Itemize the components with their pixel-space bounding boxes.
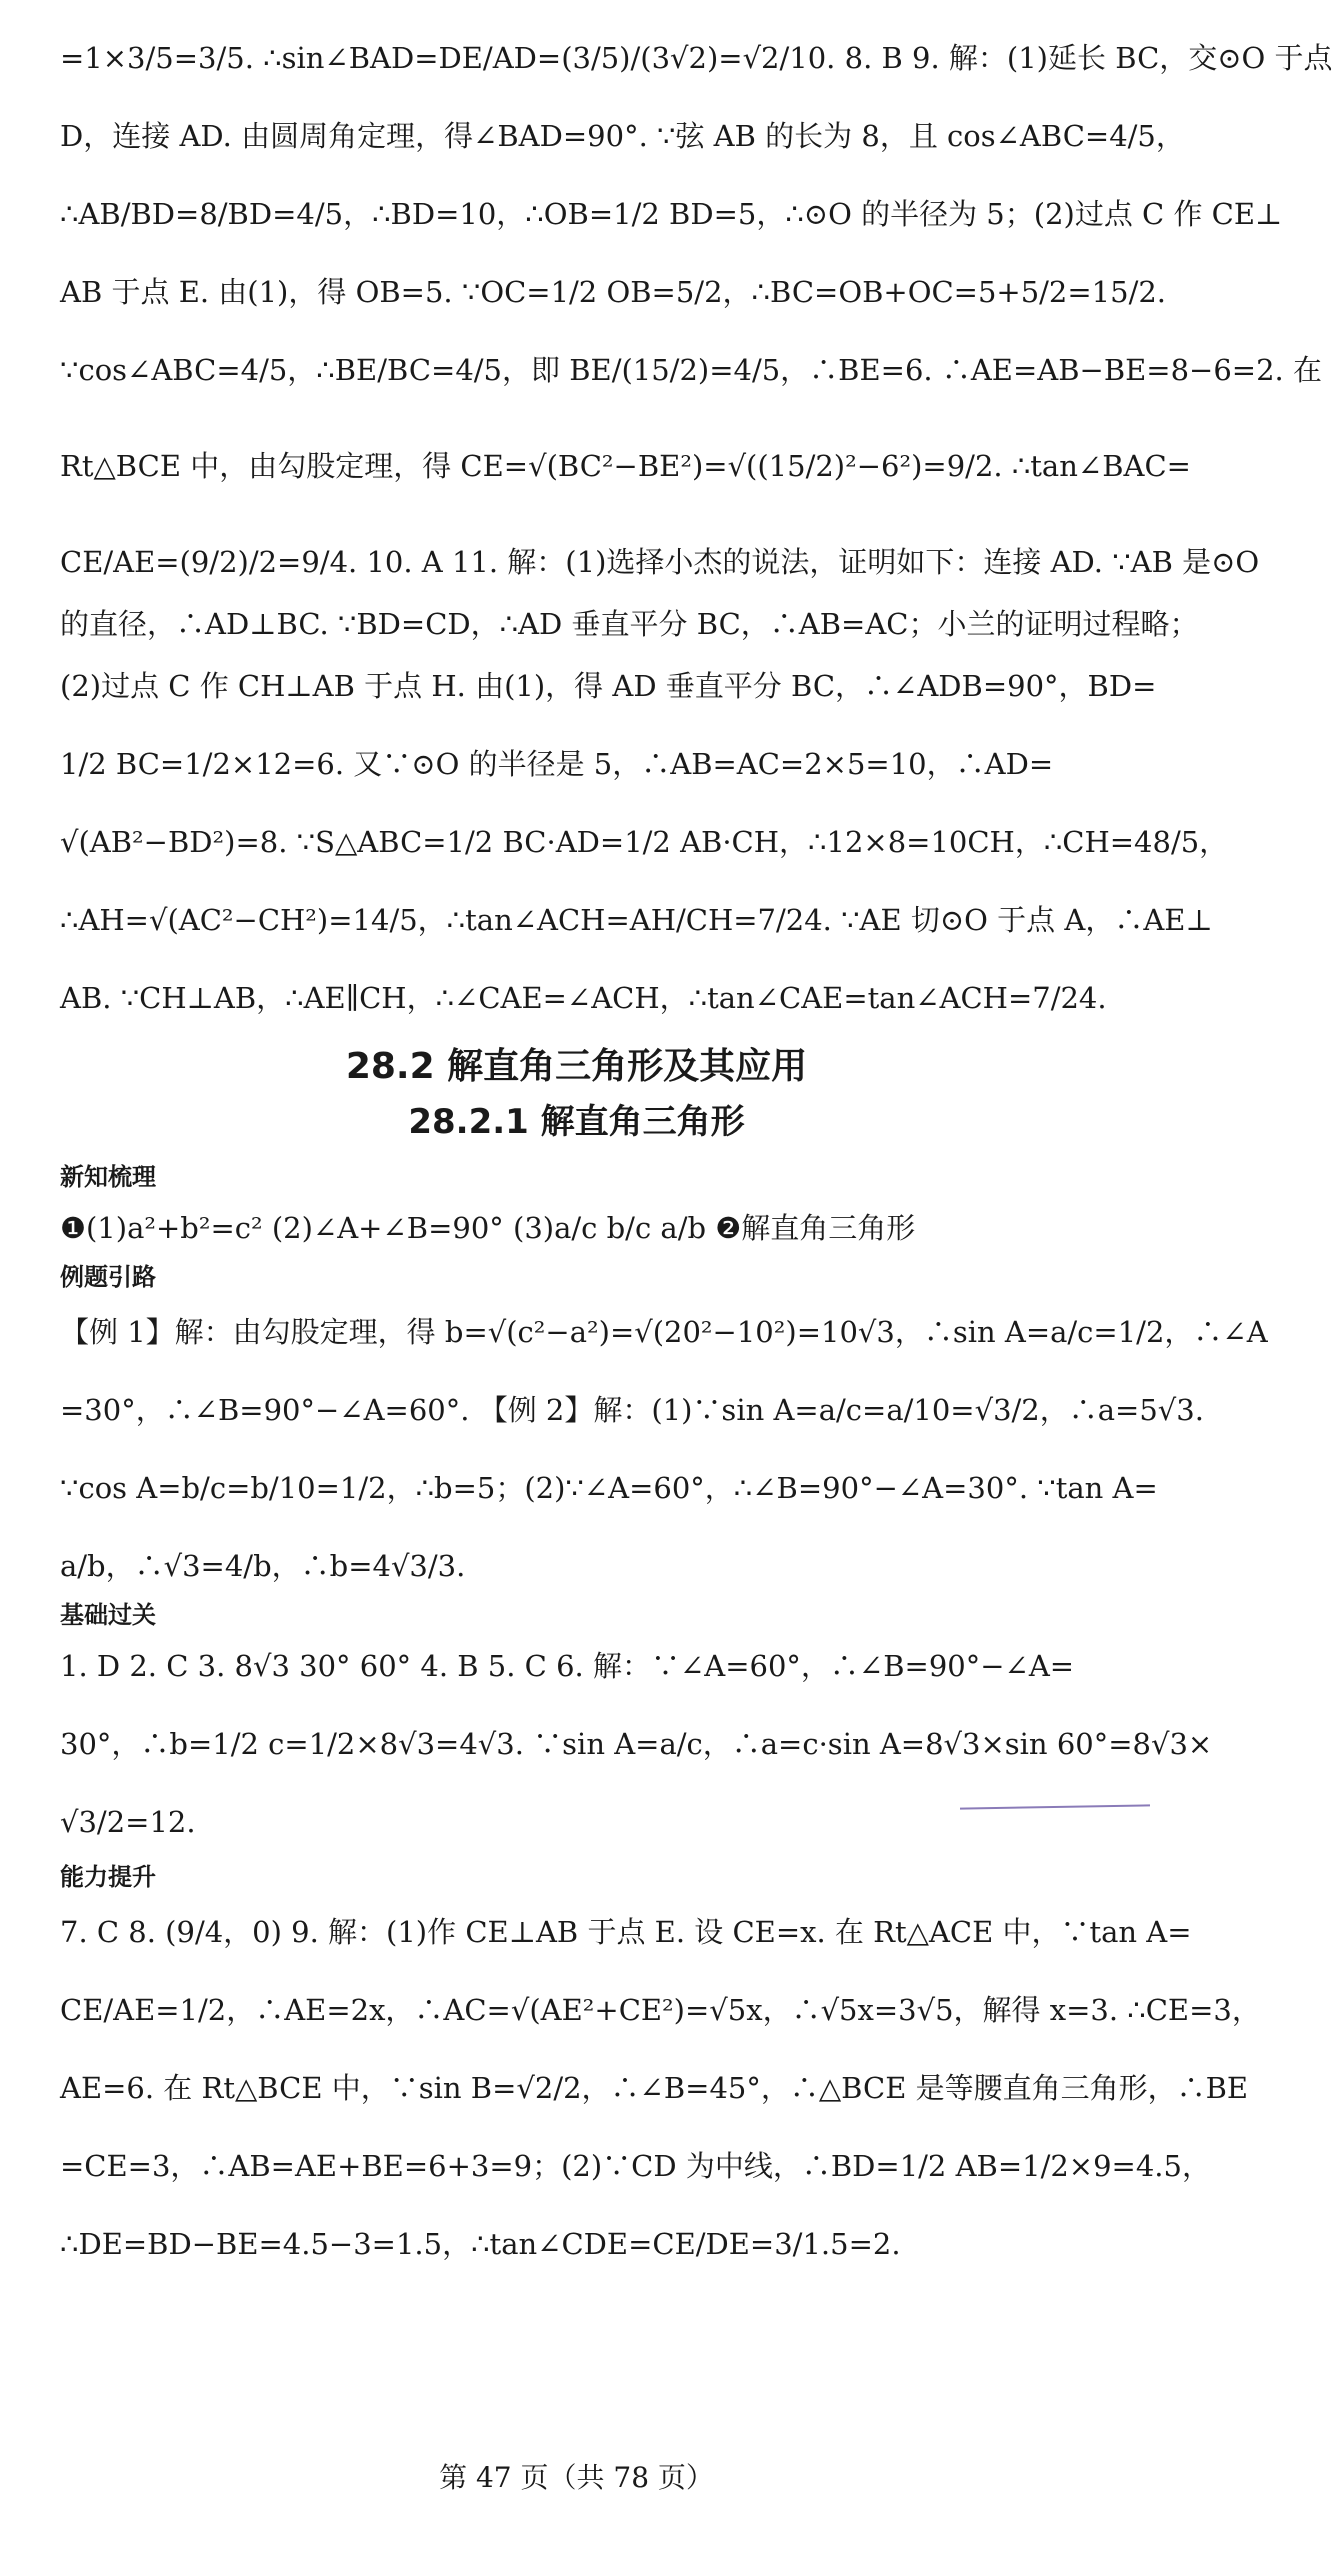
text-line: AE=6. 在 Rt△BCE 中，∵sin B=√2/2，∴∠B=45°，∴△BCE 是等腰直角三角形，∴BE <box>60 2071 1249 2105</box>
text-line: ∵cos A=b/c=b/10=1/2，∴b=5；(2)∵∠A=60°，∴∠B=90°−∠A=30°. ∵tan A= <box>60 1471 1158 1505</box>
text-line: =30°，∴∠B=90°−∠A=60°. 【例 2】解：(1)∵sin A=a/c=a/10=√3/2，∴a=5√3. <box>60 1393 1204 1427</box>
text-line: ∴AB/BD=8/BD=4/5，∴BD=10，∴OB=1/2 BD=5，∴⊙O 的半径为 5；(2)过点 C 作 CE⊥ <box>60 197 1283 231</box>
text-line: (2)过点 C 作 CH⊥AB 于点 H. 由(1)，得 AD 垂直平分 BC，∴∠ADB=90°，BD= <box>60 669 1157 703</box>
text-line: CE/AE=1/2，∴AE=2x，∴AC=√(AE²+CE²)=√5x，∴√5x=3√5，解得 x=3. ∴CE=3， <box>60 1993 1261 2027</box>
text-line: AB 于点 E. 由(1)，得 OB=5. ∵OC=1/2 OB=5/2，∴BC=OB+OC=5+5/2=15/2. <box>60 275 1167 309</box>
heading-liti: 例题引路 <box>60 1263 156 1291</box>
text-line: ∵cos∠ABC=4/5，∴BE/BC=4/5，即 BE/(15/2)=4/5，∴BE=6. ∴AE=AB−BE=8−6=2. 在 <box>60 353 1322 387</box>
text-line: Rt△BCE 中，由勾股定理，得 CE=√(BC²−BE²)=√((15/2)²−6²)=9/2. ∴tan∠BAC= <box>60 449 1191 483</box>
text-line: 1/2 BC=1/2×12=6. 又∵⊙O 的半径是 5，∴AB=AC=2×5=10，∴AD= <box>60 747 1054 781</box>
text-line: =1×3/5=3/5. ∴sin∠BAD=DE/AD=(3/5)/(3√2)=√2/10. 8. B 9. 解：(1)延长 BC，交⊙O 于点 <box>60 41 1333 75</box>
text-line: 的直径，∴AD⊥BC. ∵BD=CD，∴AD 垂直平分 BC，∴AB=AC；小兰的证明过程略； <box>60 607 1199 641</box>
text-line: 【例 1】解：由勾股定理，得 b=√(c²−a²)=√(20²−10²)=10√3，∴sin A=a/c=1/2，∴∠A <box>60 1315 1268 1349</box>
text-line: ∴DE=BD−BE=4.5−3=1.5，∴tan∠CDE=CE/DE=3/1.5=2. <box>60 2227 901 2261</box>
text-line: 30°，∴b=1/2 c=1/2×8√3=4√3. ∵sin A=a/c，∴a=c·sin A=8√3×sin 60°=8√3× <box>60 1727 1213 1761</box>
text-line: D，连接 AD. 由圆周角定理，得∠BAD=90°. ∵弦 AB 的长为 8，且 cos∠ABC=4/5， <box>60 119 1185 153</box>
heading-nengli: 能力提升 <box>60 1863 156 1891</box>
text-line: 1. D 2. C 3. 8√3 30° 60° 4. B 5. C 6. 解：∵∠A=60°，∴∠B=90°−∠A= <box>60 1649 1075 1683</box>
section-title: 28.2 解直角三角形及其应用 <box>345 1046 808 1087</box>
text-line: CE/AE=(9/2)/2=9/4. 10. A 11. 解：(1)选择小杰的说法，证明如下：连接 AD. ∵AB 是⊙O <box>60 545 1260 579</box>
text-line: ∴AH=√(AC²−CH²)=14/5，∴tan∠ACH=AH/CH=7/24. ∵AE 切⊙O 于点 A，∴AE⊥ <box>60 903 1213 937</box>
text-line: a/b，∴√3=4/b，∴b=4√3/3. <box>60 1549 466 1583</box>
text-line: 7. C 8. (9/4，0) 9. 解：(1)作 CE⊥AB 于点 E. 设 CE=x. 在 Rt△ACE 中，∵tan A= <box>60 1915 1192 1949</box>
page-footer: 第 47 页（共 78 页） <box>439 2461 714 2494</box>
text-line: √(AB²−BD²)=8. ∵S△ABC=1/2 BC·AD=1/2 AB·CH，∴12×8=10CH，∴CH=48/5， <box>60 825 1229 859</box>
text-line: ❶(1)a²+b²=c² (2)∠A+∠B=90° (3)a/c b/c a/b ❷解直角三角形 <box>60 1211 916 1245</box>
text-line: √3/2=12. <box>60 1805 196 1839</box>
heading-jichu: 基础过关 <box>60 1601 156 1629</box>
sub-title: 28.2.1 解直角三角形 <box>408 1102 745 1142</box>
text-line: =CE=3，∴AB=AE+BE=6+3=9；(2)∵CD 为中线，∴BD=1/2 AB=1/2×9=4.5， <box>60 2149 1211 2183</box>
text-line: AB. ∵CH⊥AB，∴AE∥CH，∴∠CAE=∠ACH，∴tan∠CAE=tan∠ACH=7/24. <box>60 981 1107 1015</box>
heading-xinzhi: 新知梳理 <box>60 1163 156 1191</box>
